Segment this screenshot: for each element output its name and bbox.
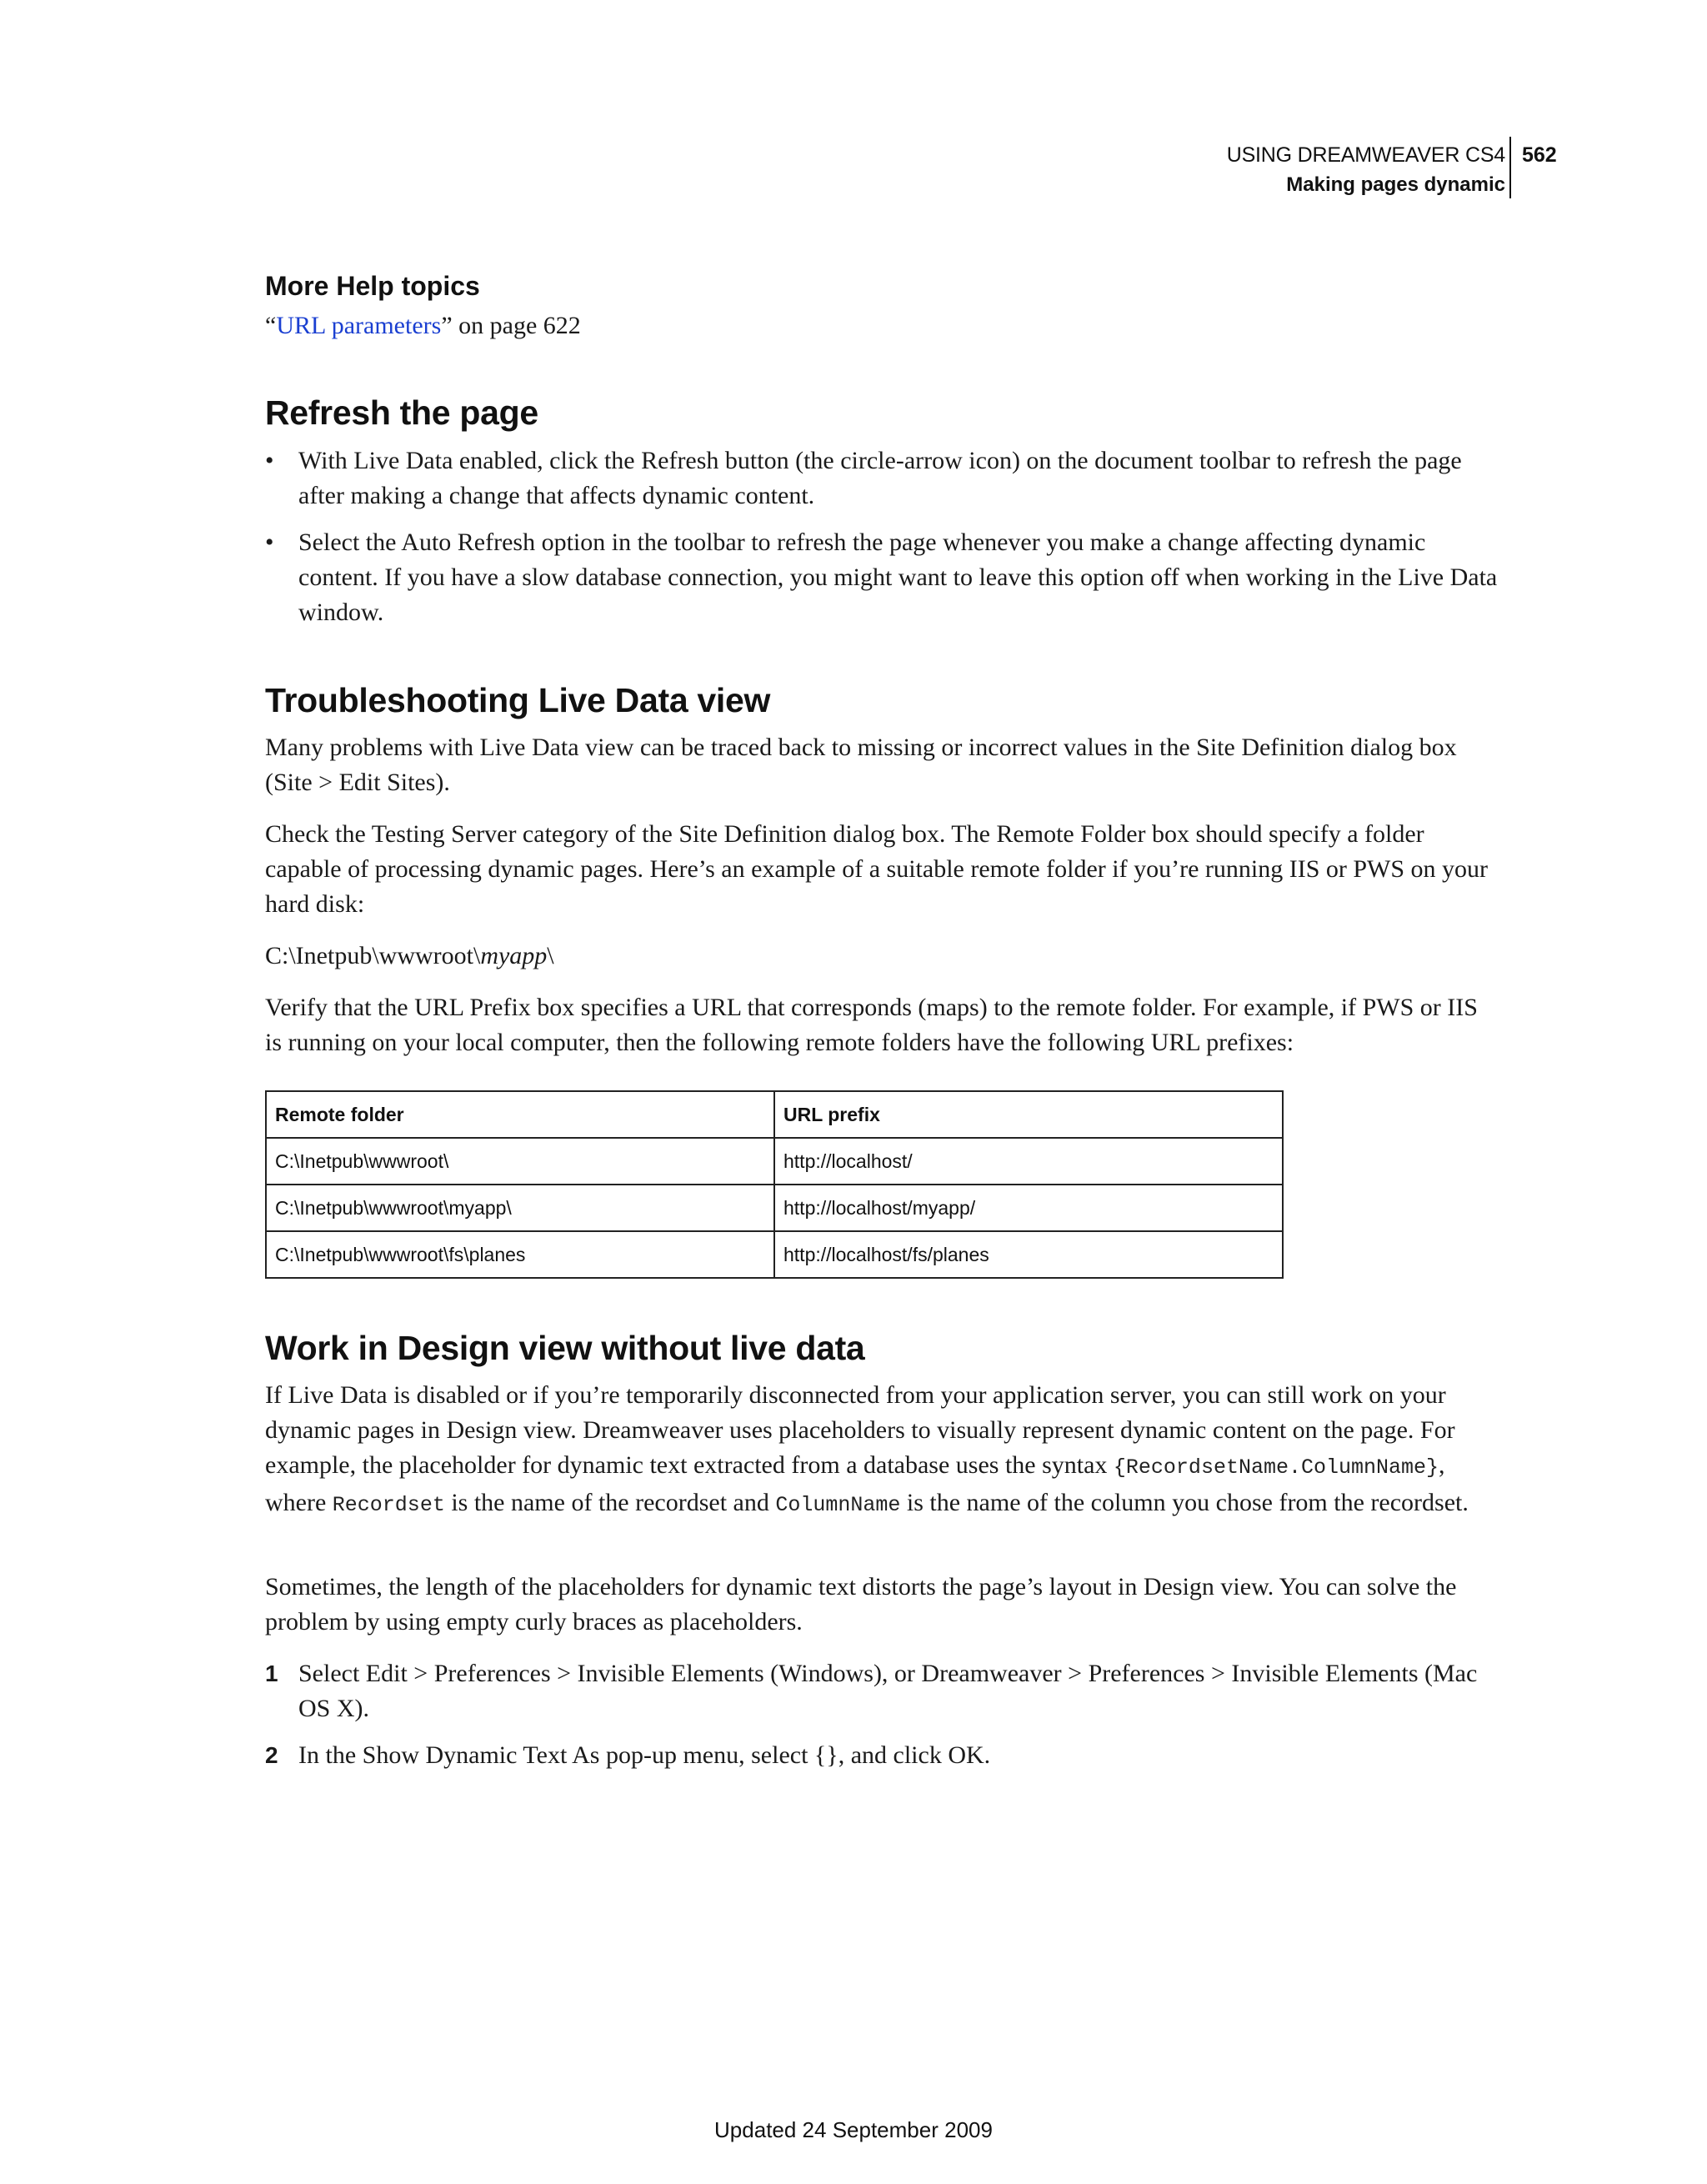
example-path (265, 939, 1499, 974)
table-header-cell: Remote folder (266, 1091, 774, 1138)
step-text: In the Show Dynamic Text As pop-up menu, select {}, and click OK. (298, 1741, 991, 1769)
url-parameters-link[interactable]: URL parameters (276, 312, 442, 339)
more-help-reference (265, 308, 1499, 343)
bullet-text: With Live Data enabled, click the Refresh button (the circle-arrow icon) on the document toolbar to refresh the page after making a change that affects dynamic content. (298, 447, 1462, 509)
more-help-heading: More Help topics (265, 271, 480, 301)
table-cell: http://localhost/ (774, 1138, 1283, 1185)
table-header-row (266, 1091, 1283, 1138)
page-reference: ” on page 622 (441, 312, 581, 339)
table-cell: http://localhost/myapp/ (774, 1185, 1283, 1231)
step-number: 2 (265, 1742, 278, 1768)
table-cell: C:\Inetpub\wwwroot\ (266, 1138, 774, 1185)
page-number: 562 (1522, 143, 1557, 167)
chapter-title: Making pages dynamic (1286, 173, 1505, 196)
code-recordset: Recordset (332, 1493, 445, 1517)
step-text: Select Edit > Preferences > Invisible Elements (Windows), or Dreamweaver > Preferences > Invisible Elements (Mac OS X). (298, 1660, 1478, 1722)
paragraph-text: , where (265, 1451, 1445, 1516)
paragraph: Verify that the URL Prefix box specifies a URL that corresponds (maps) to the remote folder. For example, if PWS or IIS is running on your local computer, then the following remote folders have the following URL prefixes: (265, 994, 1478, 1056)
troubleshooting-heading: Troubleshooting Live Data view (265, 681, 771, 719)
header-divider (1509, 137, 1511, 198)
paragraph: Check the Testing Server category of the Site Definition dialog box. The Remote Folder box should specify a folder capable of processing dynamic pages. Here’s an example of a suitable remote folder if you’re running IIS or PWS on your hard disk: (265, 820, 1489, 918)
document-title: USING DREAMWEAVER CS4 (1226, 143, 1505, 167)
paragraph-text: is the name of the column you chose from the recordset. (900, 1489, 1469, 1516)
design-view-heading: Work in Design view without live data (265, 1329, 865, 1367)
table-row (266, 1185, 1283, 1231)
bullet-text: Select the Auto Refresh option in the toolbar to refresh the page whenever you make a change affecting dynamic content. If you have a slow database connection, you might want to leave this option off when working in the Live Data window. (298, 528, 1498, 626)
table-cell: C:\Inetpub\wwwroot\fs\planes (266, 1231, 774, 1278)
paragraph-text: If Live Data is disabled or if you’re temporarily disconnected from your application server, you can still work on your dynamic pages in Design view. Dreamweaver uses placeholders to visually represent dynamic content on the page. For example, the placeholder for dynamic text extracted from a database uses the syntax (265, 1381, 1455, 1479)
path-suffix: \ (547, 942, 554, 969)
code-placeholder-syntax: {RecordsetName.ColumnName} (1113, 1455, 1439, 1480)
table-row (266, 1231, 1283, 1278)
bullet-mark: • (265, 447, 274, 474)
quote-open: “ (265, 312, 277, 339)
paragraph: Many problems with Live Data view can be traced back to missing or incorrect values in the Site Definition dialog box (Site > Edit Sites). (265, 734, 1457, 796)
paragraph (265, 1378, 1499, 1523)
list-item (265, 443, 1499, 513)
table-row (266, 1138, 1283, 1185)
refresh-heading: Refresh the page (265, 393, 538, 432)
list-item (265, 1738, 1499, 1773)
list-item (265, 525, 1499, 630)
step-number: 1 (265, 1661, 278, 1686)
path-prefix: C:\Inetpub\wwwroot\ (265, 942, 481, 969)
table-header-cell: URL prefix (774, 1091, 1283, 1138)
paragraph-text: is the name of the recordset and (444, 1489, 776, 1516)
bullet-mark: • (265, 528, 274, 556)
running-header (1227, 140, 1505, 200)
path-variable: myapp (480, 942, 548, 969)
table-cell: http://localhost/fs/planes (774, 1231, 1283, 1278)
code-columnname: ColumnName (775, 1493, 901, 1517)
list-item (265, 1656, 1499, 1726)
url-prefix-table (265, 1090, 1284, 1279)
paragraph: Sometimes, the length of the placeholders for dynamic text distorts the page’s layout in Design view. You can solve the problem by using empty curly braces as placeholders. (265, 1573, 1457, 1635)
footer-updated-date: Updated 24 September 2009 (714, 2117, 993, 2142)
table-cell: C:\Inetpub\wwwroot\myapp\ (266, 1185, 774, 1231)
